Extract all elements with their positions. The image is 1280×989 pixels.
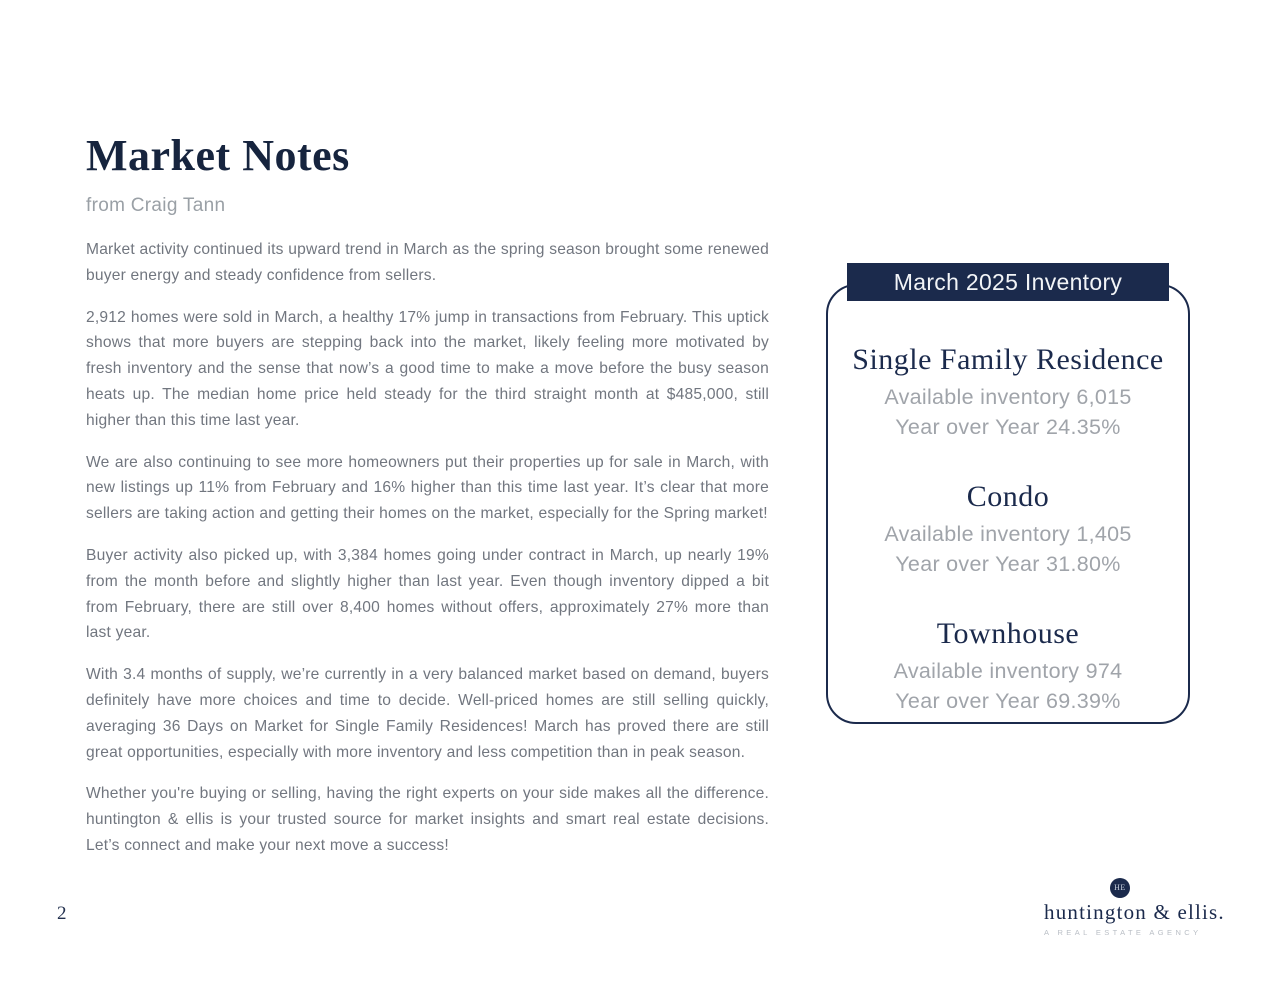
page-title: Market Notes [86,131,350,180]
paragraph-2: 2,912 homes were sold in March, a healthy 17% jump in transactions from February. This uptick shows that more buyers are stepping back into the market, likely feeling more motivated by fresh inventory and the sense that now’s a good time to make a move before the busy season heats up. The median home price held steady for the third straight month at $485,000, still higher than this time last year. [86,308,769,429]
inventory-section-townhouse [826,617,1190,716]
year-over-year-line: Year over Year 24.35% [895,415,1121,439]
section-name: Townhouse [936,617,1080,650]
main-text-column [86,130,769,859]
year-over-year-line: Year over Year 31.80% [895,552,1121,576]
page-number: 2 [57,903,67,924]
he-monogram-icon: HE [1110,878,1130,898]
byline: from Craig Tann [86,195,226,216]
paragraph-5: With 3.4 months of supply, we’re currently in a very balanced market based on demand, buyers definitely have more choices and time to decide. Well-priced homes are still selling quickly, averaging 36 Days on Market for Single Family Residences! March has proved there are still great opportunities, especially with more inventory and less competition than in peak season. [86,666,769,761]
logo-wordmark: huntington & ellis. [1044,900,1225,924]
available-inventory-line: Available inventory 6,015 [884,385,1132,409]
year-over-year-line: Year over Year 69.39% [895,689,1121,713]
available-inventory-line: Available inventory 974 [893,659,1123,683]
logo-tagline: A REAL ESTATE AGENCY [1044,928,1202,937]
inventory-sections [826,343,1190,754]
paragraph-1: Market activity continued its upward trend in March as the spring season brought some renewed buyer energy and steady confidence from sellers. [86,241,769,284]
inventory-section-condo [826,480,1190,579]
section-name: Single Family Residence [852,343,1164,376]
section-name: Condo [966,480,1050,513]
huntington-ellis-logo [1044,878,1225,937]
available-inventory-line: Available inventory 1,405 [884,522,1132,546]
paragraph-6: Whether you're buying or selling, having the right experts on your side makes all the difference. huntington & ellis is your trusted source for market insights and smart real estate decisions. Let’s connect and make your next move a success! [86,785,769,854]
inventory-section-single-family [826,343,1190,442]
paragraph-4: Buyer activity also picked up, with 3,384 homes going under contract in March, up nearly 19% from the month before and slightly higher than last year. Even though inventory dipped a bit from February, there are still over 8,400 homes without offers, approximately 27% more than last year. [86,546,769,642]
paragraph-3: We are also continuing to see more homeowners put their properties up for sale in March, with new listings up 11% from February and 16% higher than this time last year. It’s clear that more sellers are taking action and getting their homes on the market, especially for the Spring market! [86,453,769,523]
inventory-panel-header: March 2025 Inventory [847,263,1169,301]
inventory-panel [826,263,1190,725]
